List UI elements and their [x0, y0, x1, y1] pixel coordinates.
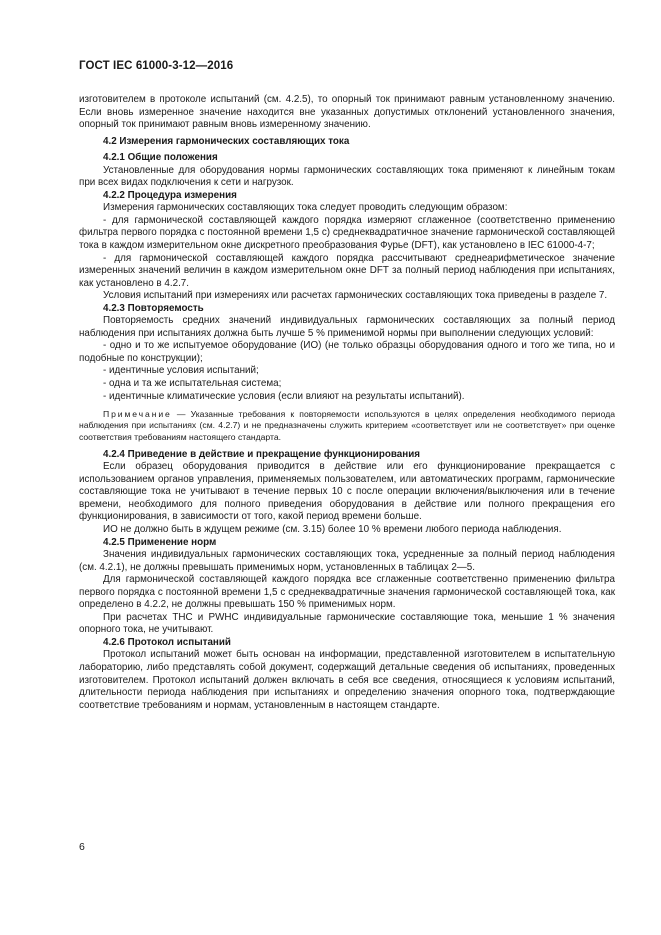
paragraph-4-2-2-d: Условия испытаний при измерениях или расчетах гармонических составляющих тока приведены в разделе 7.	[103, 290, 608, 302]
paragraph-4-2-5-c: При расчетах THC и PWHC индивидуальные гармонические составляющие тока, меньшие 1 % значения опорного тока, не учитывают.	[79, 611, 615, 636]
list-item-4-2-3-b: - одно и то же испытуемое оборудование (ИО) (не только образцы оборудования одного и того же типа, но и подобные по конструкции);	[79, 340, 615, 364]
paragraph-4-2-2-a: Измерения гармонических составляющих тока следует проводить следующим образом:	[103, 202, 508, 214]
list-item-4-2-2-b: - для гармонической составляющей каждого порядка измеряют сглаженное (соответственно применению фильтра первого порядка с постоянной времени 1,5 с) среднеквадратичное значение гармонической составляющей тока в каждом измерительном окне дискретного преобразования Фурье (DFT), как установлено в IEC 61000-4-7;	[79, 214, 615, 252]
list-item-4-2-3-e: - идентичные климатические условия (если влияют на результаты испытаний).	[103, 390, 465, 402]
note-text: — Указанные требования к повторяемости используются в целях определения необходимого периода наблюдения при испытаниях (см. 4.2.7) и не предназначены служить критерием «соответствует или не соответствует» при оценке соответствия требованиям настоящего стандарта.	[79, 409, 615, 442]
subsection-heading-4-2-5: 4.2.5 Применение норм	[103, 536, 217, 548]
note	[79, 409, 615, 443]
list-item-4-2-3-c: - идентичные условия испытаний;	[103, 365, 259, 377]
paragraph-intro: изготовителем в протоколе испытаний (см. 4.2.5), то опорный ток принимают равным установленному значению. Если вновь измеренное значение находится вне указанных допустимых отклонений установленного значения, опорный ток принимают равным вновь измеренному значению.	[79, 94, 615, 131]
page-content	[79, 94, 615, 712]
paragraph-4-2-6: Протокол испытаний может быть основан на информации, представленной изготовителем в испытательную лабораторию, либо представлять собой документ, содержащий детальные сведения об испытаниях, проведенных изготовителем. Протокол испытаний должен включать в себя все сведения, относящиеся к условиям испытаний, длительности периода наблюдения при испытаниях и определению значения опорного тока, подтверждающие соответствие требованиям и нормам, установленным в настоящем стандарте.	[79, 649, 615, 711]
section-heading-4-2: 4.2 Измерения гармонических составляющих тока	[103, 135, 350, 147]
note-label: Примечание	[103, 409, 172, 420]
document-header: ГОСТ IEC 61000-3-12—2016	[79, 60, 234, 72]
list-item-4-2-2-c: - для гармонической составляющей каждого порядка рассчитывают среднеарифметическое значение измеренных значений величин в каждом измерительном окне DFT за полный период наблюдения при испытаниях, как установлено в 4.2.7.	[79, 252, 615, 289]
paragraph-4-2-3-a: Повторяемость средних значений индивидуальных гармонических составляющих за полный период наблюдения при испытаниях должна быть лучше 5 % применимой нормы при выполнении следующих условий:	[79, 315, 615, 339]
paragraph-4-2-4-b: ИО не должно быть в ждущем режиме (см. 3.15) более 10 % времени любого периода наблюдения.	[103, 524, 562, 536]
subsection-heading-4-2-4: 4.2.4 Приведение в действие и прекращение функционирования	[103, 448, 420, 460]
subsection-heading-4-2-1: 4.2.1 Общие положения	[103, 152, 218, 164]
list-item-4-2-3-d: - одна и та же испытательная система;	[103, 378, 282, 390]
subsection-heading-4-2-3: 4.2.3 Повторяемость	[103, 302, 204, 314]
paragraph-4-2-5-b: Для гармонической составляющей каждого порядка все сглаженные соответственно применению фильтра первого порядка с постоянной времени 1,5 с среднеквадратичные значения гармонической составляющей тока, как определено в 4.2.2, не должны превышать 150 % применимых норм.	[79, 574, 615, 611]
paragraph-4-2-1: Установленные для оборудования нормы гармонических составляющих тока применяют к линейным токам при всех видах подключения к сети и нагрузок.	[79, 164, 615, 189]
subsection-heading-4-2-2: 4.2.2 Процедура измерения	[103, 189, 237, 201]
paragraph-4-2-4-a: Если образец оборудования приводится в действие или его функционирование прекращается с использованием органов управления, применяемых пользователем, или автоматических программ, гармонические составляющие тока не учитывают в течение первых 10 с после операции включения/выключения или в течение времени, необходимого для полного приведения оборудования в действие или полного прекращения его функционирования, в зависимости от того, какой период времени больше.	[79, 461, 615, 523]
paragraph-4-2-5-a: Значения индивидуальных гармонических составляющих тока, усредненные за полный период наблюдения (см. 4.2.1), не должны превышать применимых норм, установленных в таблицах 2—5.	[79, 549, 615, 573]
page-number: 6	[79, 841, 85, 853]
subsection-heading-4-2-6: 4.2.6 Протокол испытаний	[103, 636, 231, 648]
